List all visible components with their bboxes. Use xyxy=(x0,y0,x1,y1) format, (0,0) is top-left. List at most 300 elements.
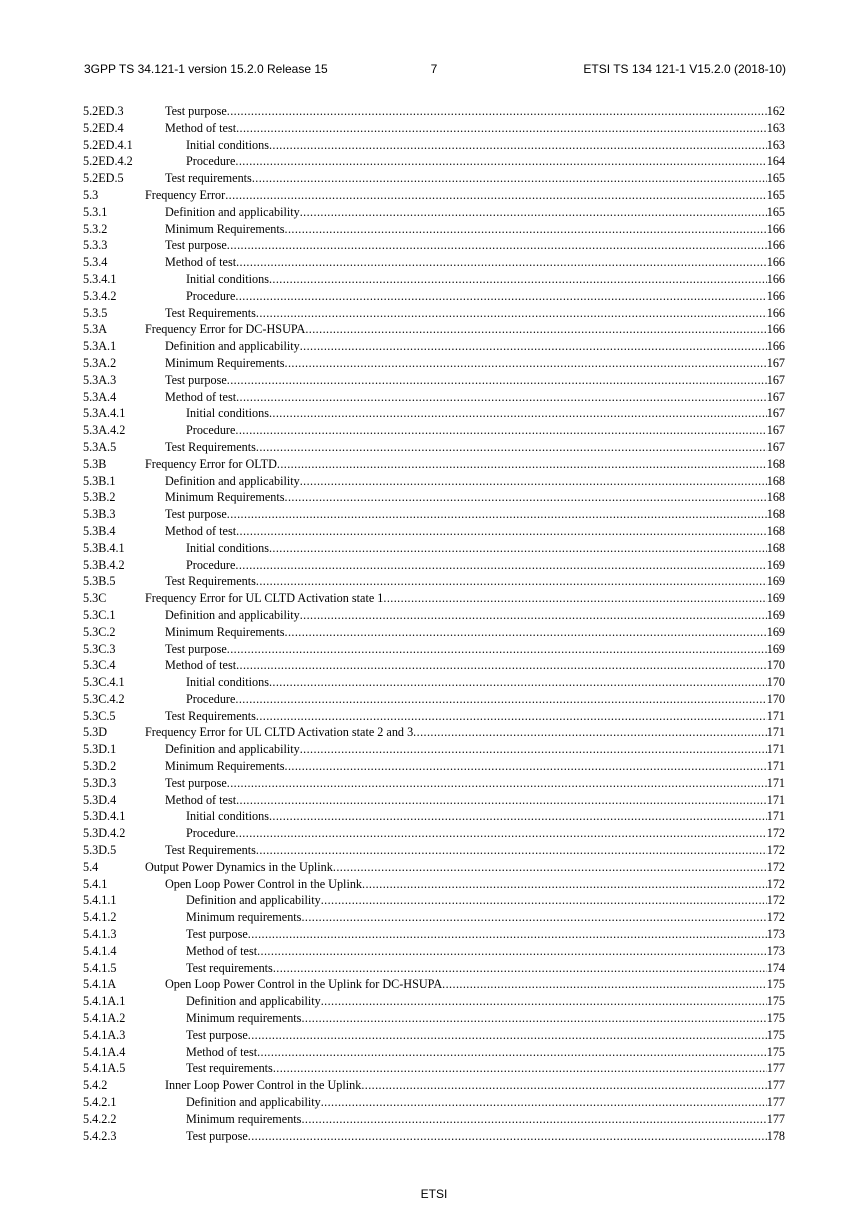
toc-dot-leader xyxy=(236,792,767,809)
toc-entry-line xyxy=(165,607,785,624)
toc-section-number: 5.4 xyxy=(83,859,99,874)
toc-section-number: 5.3 xyxy=(83,187,99,202)
toc-entry[interactable] xyxy=(83,691,785,708)
toc-section-title: Minimum Requirements xyxy=(165,624,285,639)
toc-section-number: 5.4.1A.3 xyxy=(83,1027,126,1042)
toc-section-number: 5.4.1A.2 xyxy=(83,1011,126,1026)
toc-section-number: 5.2ED.3 xyxy=(83,104,124,118)
toc-entry[interactable] xyxy=(83,724,785,741)
toc-entry-line xyxy=(165,708,785,725)
toc-dot-leader xyxy=(269,405,767,422)
toc-section-title: Test Requirements xyxy=(165,439,256,454)
toc-page-number: 173 xyxy=(766,943,785,958)
toc-section-number: 5.3D.2 xyxy=(83,759,117,774)
toc-entry[interactable] xyxy=(83,960,785,977)
toc-entry[interactable] xyxy=(83,892,785,909)
toc-section-title: Minimum Requirements xyxy=(165,759,285,774)
toc-entry[interactable] xyxy=(83,557,785,574)
toc-dot-leader xyxy=(361,1077,766,1094)
toc-entry[interactable] xyxy=(83,523,785,540)
toc-entry[interactable] xyxy=(83,237,785,254)
toc-entry[interactable] xyxy=(83,137,785,154)
toc-dot-leader xyxy=(236,120,767,137)
toc-entry[interactable] xyxy=(83,103,785,120)
toc-section-number: 5.3B.4.1 xyxy=(83,540,125,555)
toc-page-number: 167 xyxy=(766,389,785,404)
toc-section-number: 5.3A.4 xyxy=(83,389,117,404)
toc-section-title: Minimum requirements xyxy=(186,910,302,925)
toc-section-number: 5.3C.2 xyxy=(83,624,116,639)
toc-page-number: 171 xyxy=(766,742,785,757)
toc-entry[interactable] xyxy=(83,876,785,893)
toc-section-number: 5.3B xyxy=(83,456,107,471)
toc-entry[interactable] xyxy=(83,271,785,288)
toc-entry[interactable] xyxy=(83,859,785,876)
toc-entry-line xyxy=(165,355,785,372)
toc-entry-line xyxy=(165,204,785,221)
toc-entry[interactable] xyxy=(83,1094,785,1111)
toc-page-number: 168 xyxy=(766,540,785,555)
toc-section-title: Definition and applicability xyxy=(165,473,300,488)
toc-entry-line xyxy=(165,657,785,674)
toc-section-title: Output Power Dynamics in the Uplink xyxy=(145,859,333,874)
toc-entry-line xyxy=(186,153,785,170)
toc-entry[interactable] xyxy=(83,1060,785,1077)
toc-section-title: Initial conditions xyxy=(186,809,269,824)
toc-entry-line xyxy=(165,237,785,254)
toc-page-number: 172 xyxy=(766,826,785,841)
toc-dot-leader xyxy=(273,960,767,977)
toc-entry-line xyxy=(165,221,785,238)
toc-entry[interactable] xyxy=(83,607,785,624)
toc-entry[interactable] xyxy=(83,1010,785,1027)
toc-entry[interactable] xyxy=(83,1111,785,1128)
toc-page-number: 171 xyxy=(766,809,785,824)
toc-dot-leader xyxy=(235,825,766,842)
toc-entry[interactable] xyxy=(83,1128,785,1145)
toc-entry[interactable] xyxy=(83,741,785,758)
toc-entry-line xyxy=(145,590,785,607)
toc-section-number: 5.4.1.4 xyxy=(83,943,117,958)
toc-section-title: Test purpose xyxy=(186,1027,248,1042)
toc-entry-line xyxy=(165,641,785,658)
toc-section-number: 5.3.5 xyxy=(83,305,108,320)
toc-section-number: 5.3D.5 xyxy=(83,843,117,858)
toc-dot-leader xyxy=(256,439,767,456)
toc-page-number: 173 xyxy=(766,927,785,942)
toc-page-number: 166 xyxy=(766,271,785,286)
toc-dot-leader xyxy=(248,1027,767,1044)
toc-section-title: Definition and applicability xyxy=(186,893,321,908)
toc-entry-line xyxy=(186,137,785,154)
toc-section-number: 5.4.1A.5 xyxy=(83,1061,126,1076)
toc-dot-leader xyxy=(235,153,766,170)
toc-entry[interactable] xyxy=(83,624,785,641)
toc-entry[interactable] xyxy=(83,775,785,792)
toc-entry[interactable] xyxy=(83,657,785,674)
toc-dot-leader xyxy=(333,859,767,876)
toc-section-title: Initial conditions xyxy=(186,137,269,152)
toc-page-number: 169 xyxy=(766,607,785,622)
toc-dot-leader xyxy=(235,422,766,439)
toc-dot-leader xyxy=(442,976,767,993)
toc-entry-line xyxy=(165,624,785,641)
toc-page-number: 172 xyxy=(766,893,785,908)
toc-entry[interactable] xyxy=(83,422,785,439)
toc-section-title: Test purpose xyxy=(165,372,227,387)
toc-dot-leader xyxy=(227,775,767,792)
toc-section-title: Frequency Error for UL CLTD Activation state 2 and 3 xyxy=(145,725,414,740)
table-of-contents xyxy=(83,103,785,1144)
toc-entry[interactable] xyxy=(83,153,785,170)
toc-entry[interactable] xyxy=(83,1044,785,1061)
header-page-number: 7 xyxy=(430,62,438,76)
toc-entry[interactable] xyxy=(83,187,785,204)
toc-page-number: 175 xyxy=(766,1027,785,1042)
toc-page-number: 168 xyxy=(766,523,785,538)
toc-entry[interactable] xyxy=(83,808,785,825)
toc-entry-line xyxy=(165,506,785,523)
toc-entry-line xyxy=(165,254,785,271)
toc-entry-line xyxy=(186,1044,785,1061)
toc-entry[interactable] xyxy=(83,573,785,590)
toc-entry-line xyxy=(165,573,785,590)
toc-dot-leader xyxy=(285,758,767,775)
toc-section-number: 5.3A.4.2 xyxy=(83,423,126,438)
toc-dot-leader xyxy=(269,674,767,691)
toc-section-title: Initial conditions xyxy=(186,406,269,421)
toc-entry-line xyxy=(165,876,785,893)
toc-page-number: 170 xyxy=(766,675,785,690)
toc-page-number: 169 xyxy=(766,557,785,572)
toc-page-number: 169 xyxy=(766,591,785,606)
toc-dot-leader xyxy=(301,909,766,926)
toc-entry[interactable] xyxy=(83,792,785,809)
toc-section-title: Minimum requirements xyxy=(186,1011,302,1026)
toc-page-number: 166 xyxy=(766,221,785,236)
toc-section-number: 5.3C.4.1 xyxy=(83,675,125,690)
toc-section-title: Frequency Error for OLTD xyxy=(145,456,277,471)
toc-entry[interactable] xyxy=(83,842,785,859)
toc-entry-line xyxy=(186,540,785,557)
toc-section-title: Test purpose xyxy=(165,238,227,253)
toc-dot-leader xyxy=(227,103,767,120)
toc-section-title: Test requirements xyxy=(186,1061,273,1076)
toc-entry-line xyxy=(145,859,785,876)
toc-section-number: 5.3D.4 xyxy=(83,792,117,807)
toc-dot-leader xyxy=(413,724,767,741)
toc-page-number: 169 xyxy=(766,574,785,589)
toc-section-title: Definition and applicability xyxy=(165,742,300,757)
toc-section-number: 5.3B.4 xyxy=(83,523,116,538)
toc-section-number: 5.3.4.2 xyxy=(83,288,117,303)
toc-section-number: 5.3C.3 xyxy=(83,641,116,656)
toc-entry-line xyxy=(165,170,785,187)
toc-section-number: 5.3D.4.2 xyxy=(83,826,126,841)
toc-section-title: Test purpose xyxy=(186,1128,248,1143)
toc-section-title: Method of test xyxy=(186,1044,258,1059)
toc-page-number: 169 xyxy=(766,624,785,639)
toc-page-number: 167 xyxy=(766,423,785,438)
toc-page-number: 172 xyxy=(766,843,785,858)
toc-dot-leader xyxy=(257,943,767,960)
toc-entry[interactable] xyxy=(83,976,785,993)
toc-entry[interactable] xyxy=(83,590,785,607)
toc-section-title: Frequency Error for DC-HSUPA xyxy=(145,322,306,337)
toc-section-number: 5.3D.3 xyxy=(83,775,117,790)
toc-dot-leader xyxy=(300,473,767,490)
toc-entry[interactable] xyxy=(83,489,785,506)
toc-dot-leader xyxy=(269,540,767,557)
toc-page-number: 171 xyxy=(766,775,785,790)
toc-section-title: Definition and applicability xyxy=(165,204,300,219)
toc-section-number: 5.3.1 xyxy=(83,204,108,219)
toc-section-title: Test purpose xyxy=(165,104,227,118)
toc-section-title: Minimum Requirements xyxy=(165,490,285,505)
toc-entry[interactable] xyxy=(83,909,785,926)
toc-dot-leader xyxy=(236,254,767,271)
toc-section-title: Test purpose xyxy=(186,927,248,942)
toc-entry[interactable] xyxy=(83,288,785,305)
toc-section-number: 5.4.2.1 xyxy=(83,1095,117,1110)
toc-dot-leader xyxy=(321,892,767,909)
toc-dot-leader xyxy=(321,1094,767,1111)
toc-page-number: 165 xyxy=(766,187,785,202)
toc-dot-leader xyxy=(300,741,767,758)
toc-dot-leader xyxy=(252,170,767,187)
toc-section-title: Definition and applicability xyxy=(186,1095,321,1110)
toc-entry[interactable] xyxy=(83,338,785,355)
toc-entry-line xyxy=(165,976,785,993)
toc-dot-leader xyxy=(236,389,767,406)
toc-page-number: 168 xyxy=(766,456,785,471)
toc-entry-line xyxy=(186,993,785,1010)
toc-dot-leader xyxy=(225,187,767,204)
header-etsi-reference: ETSI TS 134 121-1 V15.2.0 (2018-10) xyxy=(583,62,786,76)
toc-entry[interactable] xyxy=(83,321,785,338)
toc-entry-line xyxy=(186,1010,785,1027)
toc-entry[interactable] xyxy=(83,1077,785,1094)
toc-entry-line xyxy=(186,909,785,926)
toc-dot-leader xyxy=(227,641,767,658)
toc-entry[interactable] xyxy=(83,305,785,322)
toc-entry[interactable] xyxy=(83,405,785,422)
toc-page-number: 167 xyxy=(766,406,785,421)
toc-section-number: 5.3A.3 xyxy=(83,372,117,387)
toc-section-title: Procedure xyxy=(186,154,236,169)
toc-dot-leader xyxy=(285,624,767,641)
toc-entry-line xyxy=(165,389,785,406)
toc-dot-leader xyxy=(300,204,767,221)
toc-entry[interactable] xyxy=(83,456,785,473)
toc-dot-leader xyxy=(256,708,767,725)
toc-section-title: Inner Loop Power Control in the Uplink xyxy=(165,1078,362,1093)
toc-section-title: Definition and applicability xyxy=(186,994,321,1009)
toc-entry[interactable] xyxy=(83,204,785,221)
toc-page-number: 165 xyxy=(766,171,785,186)
toc-entry[interactable] xyxy=(83,825,785,842)
toc-entry-line xyxy=(145,187,785,204)
toc-section-number: 5.4.1A.4 xyxy=(83,1044,126,1059)
toc-entry-line xyxy=(165,473,785,490)
toc-section-title: Procedure xyxy=(186,691,236,706)
toc-dot-leader xyxy=(227,506,767,523)
toc-section-number: 5.3C.4.2 xyxy=(83,691,125,706)
toc-entry[interactable] xyxy=(83,506,785,523)
toc-entry[interactable] xyxy=(83,993,785,1010)
toc-entry[interactable] xyxy=(83,355,785,372)
toc-section-number: 5.4.1A xyxy=(83,977,117,992)
toc-entry[interactable] xyxy=(83,641,785,658)
toc-entry[interactable] xyxy=(83,540,785,557)
toc-section-number: 5.3A xyxy=(83,322,108,337)
toc-section-title: Test Requirements xyxy=(165,843,256,858)
toc-entry[interactable] xyxy=(83,221,785,238)
toc-entry[interactable] xyxy=(83,758,785,775)
toc-page-number: 166 xyxy=(766,305,785,320)
toc-page-number: 171 xyxy=(766,708,785,723)
toc-page-number: 171 xyxy=(766,792,785,807)
toc-section-number: 5.3A.2 xyxy=(83,355,117,370)
toc-section-number: 5.3D xyxy=(83,725,108,740)
toc-section-number: 5.2ED.5 xyxy=(83,171,124,186)
toc-entry-line xyxy=(165,523,785,540)
toc-entry-line xyxy=(186,943,785,960)
toc-section-title: Procedure xyxy=(186,288,236,303)
toc-dot-leader xyxy=(301,1111,766,1128)
toc-section-number: 5.3C.4 xyxy=(83,658,116,673)
toc-dot-leader xyxy=(269,137,767,154)
toc-entry-line xyxy=(186,288,785,305)
toc-section-title: Test Requirements xyxy=(165,305,256,320)
toc-section-title: Minimum requirements xyxy=(186,1111,302,1126)
toc-entry-line xyxy=(186,674,785,691)
toc-page-number: 171 xyxy=(766,759,785,774)
toc-entry-line xyxy=(186,691,785,708)
toc-section-number: 5.4.1.3 xyxy=(83,927,117,942)
toc-entry[interactable] xyxy=(83,170,785,187)
toc-page-number: 170 xyxy=(766,691,785,706)
toc-section-title: Procedure xyxy=(186,826,236,841)
toc-section-title: Initial conditions xyxy=(186,675,269,690)
toc-dot-leader xyxy=(301,1010,766,1027)
toc-entry[interactable] xyxy=(83,372,785,389)
toc-entry[interactable] xyxy=(83,254,785,271)
toc-page-number: 174 xyxy=(766,960,785,975)
toc-entry-line xyxy=(165,1077,785,1094)
toc-section-title: Procedure xyxy=(186,557,236,572)
toc-section-title: Minimum Requirements xyxy=(165,221,285,236)
toc-section-number: 5.3B.5 xyxy=(83,574,116,589)
toc-page-number: 167 xyxy=(766,372,785,387)
toc-entry[interactable] xyxy=(83,389,785,406)
toc-entry-line xyxy=(145,321,785,338)
toc-section-number: 5.2ED.4 xyxy=(83,120,124,135)
toc-entry-line xyxy=(186,271,785,288)
toc-entry-line xyxy=(186,960,785,977)
toc-entry[interactable] xyxy=(83,708,785,725)
toc-entry-line xyxy=(165,758,785,775)
toc-entry-line xyxy=(165,372,785,389)
toc-section-number: 5.3C.5 xyxy=(83,708,116,723)
toc-entry-line xyxy=(186,1111,785,1128)
toc-section-title: Definition and applicability xyxy=(165,339,300,354)
toc-entry-line xyxy=(165,741,785,758)
toc-dot-leader xyxy=(383,590,766,607)
toc-page-number: 163 xyxy=(766,120,785,135)
toc-page-number: 166 xyxy=(766,322,785,337)
toc-section-title: Method of test xyxy=(165,389,237,404)
toc-dot-leader xyxy=(321,993,767,1010)
toc-section-title: Definition and applicability xyxy=(165,607,300,622)
toc-entry-line xyxy=(165,792,785,809)
toc-page-number: 166 xyxy=(766,339,785,354)
toc-entry[interactable] xyxy=(83,943,785,960)
toc-dot-leader xyxy=(300,338,767,355)
toc-entry-line xyxy=(186,892,785,909)
toc-section-number: 5.3.4 xyxy=(83,255,108,270)
toc-entry-line xyxy=(186,1027,785,1044)
toc-entry-line xyxy=(145,724,785,741)
toc-page-number: 175 xyxy=(766,1044,785,1059)
toc-entry-line xyxy=(186,422,785,439)
toc-entry[interactable] xyxy=(83,473,785,490)
toc-section-title: Test requirements xyxy=(186,960,273,975)
toc-dot-leader xyxy=(269,808,767,825)
toc-dot-leader xyxy=(256,305,767,322)
toc-dot-leader xyxy=(269,271,767,288)
toc-entry[interactable] xyxy=(83,926,785,943)
toc-section-title: Method of test xyxy=(165,658,237,673)
toc-dot-leader xyxy=(236,523,767,540)
toc-entry[interactable] xyxy=(83,674,785,691)
toc-section-title: Test purpose xyxy=(165,775,227,790)
toc-entry[interactable] xyxy=(83,120,785,137)
toc-dot-leader xyxy=(227,237,767,254)
toc-section-number: 5.4.2.2 xyxy=(83,1111,117,1126)
toc-page-number: 169 xyxy=(766,641,785,656)
toc-section-number: 5.4.2 xyxy=(83,1078,108,1093)
toc-dot-leader xyxy=(235,557,766,574)
toc-entry-line xyxy=(186,825,785,842)
toc-entry-line xyxy=(186,808,785,825)
toc-entry-line xyxy=(165,775,785,792)
toc-dot-leader xyxy=(285,355,767,372)
toc-section-title: Initial conditions xyxy=(186,540,269,555)
toc-section-title: Frequency Error for UL CLTD Activation state 1 xyxy=(145,591,384,606)
toc-entry-line xyxy=(165,439,785,456)
toc-section-number: 5.3.3 xyxy=(83,238,108,253)
toc-page-number: 172 xyxy=(766,876,785,891)
toc-section-number: 5.3B.3 xyxy=(83,507,116,522)
toc-entry[interactable] xyxy=(83,439,785,456)
toc-dot-leader xyxy=(305,321,766,338)
toc-section-title: Open Loop Power Control in the Uplink xyxy=(165,876,363,891)
toc-section-number: 5.3B.2 xyxy=(83,490,116,505)
toc-dot-leader xyxy=(285,221,767,238)
toc-section-number: 5.4.1.2 xyxy=(83,910,117,925)
toc-page-number: 178 xyxy=(766,1128,785,1143)
toc-section-title: Open Loop Power Control in the Uplink for DC-HSUPA xyxy=(165,977,443,992)
toc-section-title: Test purpose xyxy=(165,641,227,656)
toc-entry[interactable] xyxy=(83,1027,785,1044)
toc-section-number: 5.3C.1 xyxy=(83,607,116,622)
toc-section-number: 5.4.1.5 xyxy=(83,960,117,975)
toc-entry-line xyxy=(145,456,785,473)
toc-dot-leader xyxy=(227,372,767,389)
toc-section-number: 5.3.2 xyxy=(83,221,108,236)
toc-section-title: Test Requirements xyxy=(165,708,256,723)
